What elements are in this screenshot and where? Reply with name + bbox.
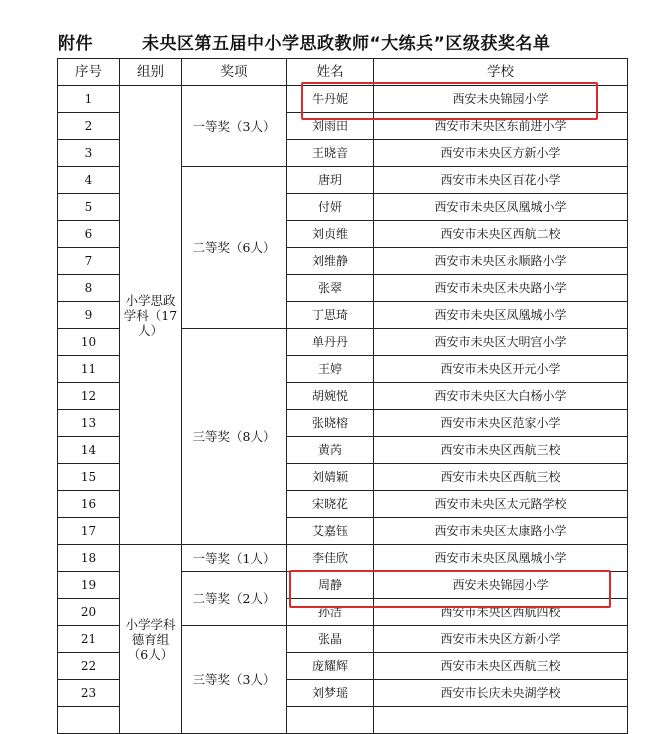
winner-school: 西安市未央区西航三校 — [374, 464, 628, 491]
column-header-school: 学校 — [374, 59, 628, 86]
row-number: 15 — [58, 464, 120, 491]
award-cell: 三等奖（8人） — [182, 329, 287, 545]
row-number: 19 — [58, 572, 120, 599]
row-number: 21 — [58, 626, 120, 653]
row-number: 22 — [58, 653, 120, 680]
winner-school: 西安市未央区永顺路小学 — [374, 248, 628, 275]
award-cell: 一等奖（1人） — [182, 545, 287, 572]
column-header-name: 姓名 — [287, 59, 374, 86]
winner-name: 单丹丹 — [287, 329, 374, 356]
row-number: 11 — [58, 356, 120, 383]
winner-name: 艾嘉钰 — [287, 518, 374, 545]
winner-school: 西安市未央区太元路学校 — [374, 491, 628, 518]
award-cell: 三等奖（3人） — [182, 626, 287, 734]
winner-name: 王晓音 — [287, 140, 374, 167]
winner-name: 张晶 — [287, 626, 374, 653]
attachment-label: 附件 — [58, 34, 93, 54]
winner-name: 付妍 — [287, 194, 374, 221]
row-number: 3 — [58, 140, 120, 167]
winner-name: 刘贞维 — [287, 221, 374, 248]
winner-name: 张翠 — [287, 275, 374, 302]
table-header-row — [58, 59, 628, 86]
winner-school: 西安市未央区范家小学 — [374, 410, 628, 437]
winner-name: 王婷 — [287, 356, 374, 383]
row-number: 8 — [58, 275, 120, 302]
winner-school: 西安市未央区凤凰城小学 — [374, 302, 628, 329]
winner-name: 刘雨田 — [287, 113, 374, 140]
column-header-number: 序号 — [58, 59, 120, 86]
table-row — [58, 86, 628, 113]
winner-name: 宋晓花 — [287, 491, 374, 518]
winner-name: 胡婉悦 — [287, 383, 374, 410]
winner-school: 西安市未央区西航三校 — [374, 653, 628, 680]
row-number: 10 — [58, 329, 120, 356]
winner-name: 庞耀辉 — [287, 653, 374, 680]
winner-school: 西安市未央区未央路小学 — [374, 275, 628, 302]
winner-school: 西安未央锦园小学 — [374, 86, 628, 113]
row-number: 9 — [58, 302, 120, 329]
row-number: 4 — [58, 167, 120, 194]
winner-school: 西安市未央区太康路小学 — [374, 518, 628, 545]
winner-name: 刘梦瑶 — [287, 680, 374, 707]
table-row — [58, 545, 628, 572]
row-number: 20 — [58, 599, 120, 626]
row-number: 12 — [58, 383, 120, 410]
winner-school: 西安市未央区大白杨小学 — [374, 383, 628, 410]
row-number: 1 — [58, 86, 120, 113]
winner-school: 西安未央锦园小学 — [374, 572, 628, 599]
winner-name: 李佳欣 — [287, 545, 374, 572]
row-number: 7 — [58, 248, 120, 275]
winner-school: 西安市未央区西航四校 — [374, 599, 628, 626]
winner-school: 西安市未央区大明宫小学 — [374, 329, 628, 356]
winner-name: 刘婧颖 — [287, 464, 374, 491]
award-cell: 二等奖（2人） — [182, 572, 287, 626]
group-cell: 小学思政学科（17人） — [120, 86, 182, 545]
winner-name: 黄芮 — [287, 437, 374, 464]
winner-school: 西安市未央区西航二校 — [374, 221, 628, 248]
row-number: 2 — [58, 113, 120, 140]
winner-name: 孙洁 — [287, 599, 374, 626]
winner-school: 西安市未央区方新小学 — [374, 626, 628, 653]
winner-school: 西安市未央区凤凰城小学 — [374, 545, 628, 572]
winner-name: 丁思琦 — [287, 302, 374, 329]
row-number: 17 — [58, 518, 120, 545]
row-number: 16 — [58, 491, 120, 518]
row-number: 13 — [58, 410, 120, 437]
column-header-group: 组别 — [120, 59, 182, 86]
group-cell: 小学学科德育组（6人） — [120, 545, 182, 734]
winner-school: 西安市未央区百花小学 — [374, 167, 628, 194]
winner-school: 西安市未央区东前进小学 — [374, 113, 628, 140]
winner-name: 张晓榕 — [287, 410, 374, 437]
winner-school: 西安市未央区西航三校 — [374, 437, 628, 464]
row-number: 18 — [58, 545, 120, 572]
winner-name: 牛丹妮 — [287, 86, 374, 113]
awards-table — [57, 58, 628, 734]
column-header-award: 奖项 — [182, 59, 287, 86]
winner-name: 刘维静 — [287, 248, 374, 275]
row-number: 23 — [58, 680, 120, 707]
document-title: 未央区第五届中小学思政教师“大练兵”区级获奖名单 — [142, 34, 551, 54]
winner-school: 西安市未央区凤凰城小学 — [374, 194, 628, 221]
row-number: 6 — [58, 221, 120, 248]
winner-school: 西安市未央区开元小学 — [374, 356, 628, 383]
winner-name: 周静 — [287, 572, 374, 599]
row-number: 5 — [58, 194, 120, 221]
award-cell: 二等奖（6人） — [182, 167, 287, 329]
row-number: 14 — [58, 437, 120, 464]
award-cell: 一等奖（3人） — [182, 86, 287, 167]
winner-name: 唐玥 — [287, 167, 374, 194]
winner-school: 西安市未央区方新小学 — [374, 140, 628, 167]
winner-school: 西安市长庆未央湖学校 — [374, 680, 628, 707]
